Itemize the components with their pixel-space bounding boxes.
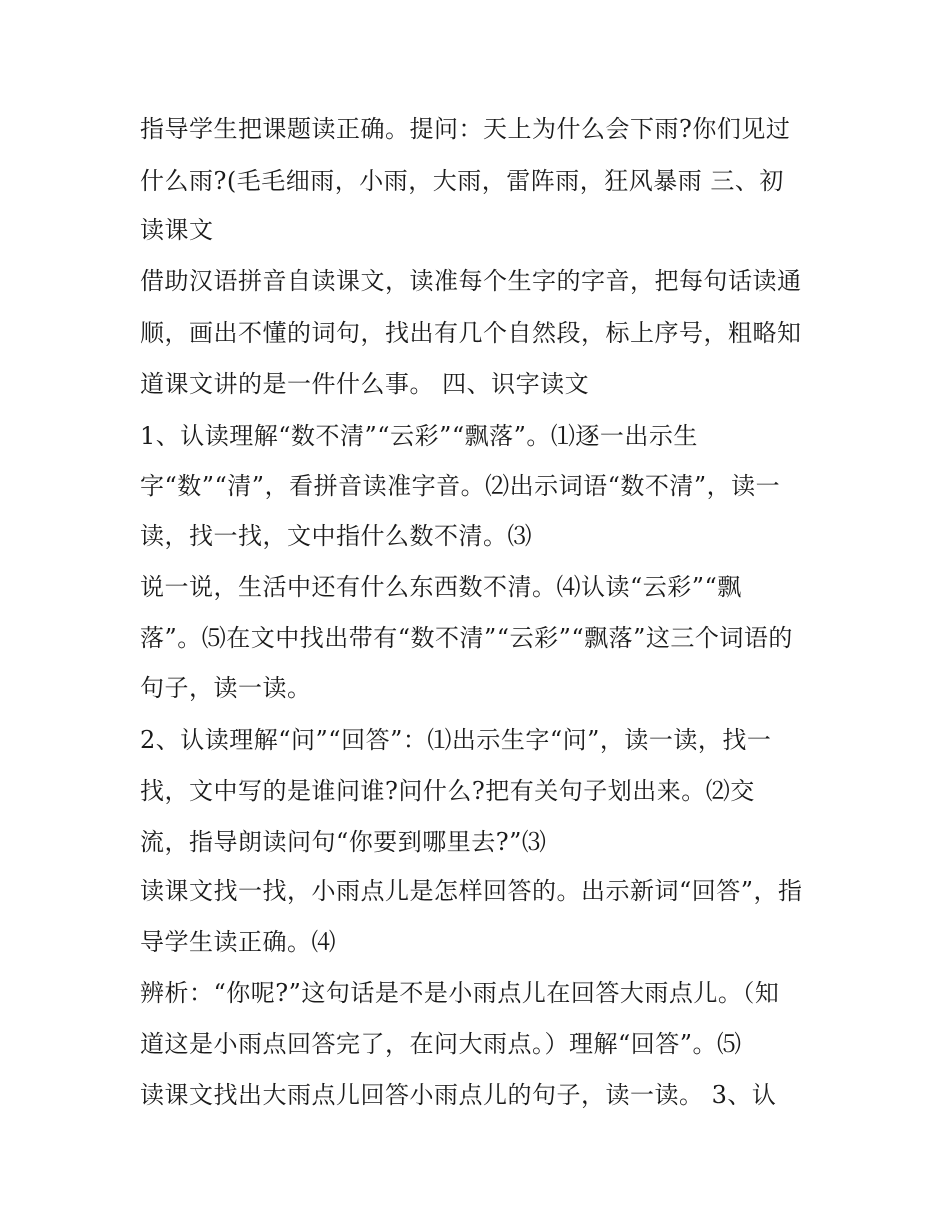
text-line: 顺，画出不懂的词句，找出有几个自然段，标上序号，粗略知 [140, 319, 802, 347]
text-line: 什么雨?(毛毛细雨，小雨，大雨，雷阵雨，狂风暴雨 三、初 [140, 167, 784, 195]
text-line: 句子，读一读。 [140, 674, 312, 702]
text-line: 找，文中写的是谁问谁?问什么?把有关句子划出来。⑵交 [140, 777, 755, 805]
text-line: 道这是小雨点回答完了，在问大雨点。）理解“回答”。⑸ [140, 1030, 742, 1058]
text-line: 流，指导朗读问句“你要到哪里去?”⑶ [140, 828, 547, 856]
text-line: 2、认读理解“问”“回答”：⑴出示生字“问”，读一读，找一 [140, 726, 772, 754]
text-line: 读课文找一找，小雨点儿是怎样回答的。出示新词“回答”，指 [140, 877, 803, 905]
text-line: 指导学生把课题读正确。提问：天上为什么会下雨?你们见过 [140, 115, 791, 143]
text-line: 1、认读理解“数不清”“云彩”“飘落”。⑴逐一出示生 [140, 422, 698, 450]
text-line: 导学生读正确。⑷ [140, 928, 336, 956]
text-line: 落”。⑸在文中找出带有“数不清”“云彩”“飘落”这三个词语的 [140, 624, 793, 652]
text-line: 借助汉语拼音自读课文，读准每个生字的字音，把每句话读通 [140, 267, 802, 295]
text-line: 字“数”“清”，看拼音读准字音。⑵出示词语“数不清”，读一 [140, 472, 781, 500]
text-line: 辨析：“你呢?”这句话是不是小雨点儿在回答大雨点儿。（知 [140, 979, 780, 1007]
text-line: 读，找一找，文中指什么数不清。⑶ [140, 522, 532, 550]
text-line: 读课文 [140, 216, 214, 244]
text-line: 道课文讲的是一件什么事。 四、识字读文 [140, 370, 590, 398]
text-line: 读课文找出大雨点儿回答小雨点儿的句子，读一读。 3、认 [140, 1081, 777, 1109]
text-line: 说一说，生活中还有什么东西数不清。⑷认读“云彩”“飘 [140, 573, 742, 601]
